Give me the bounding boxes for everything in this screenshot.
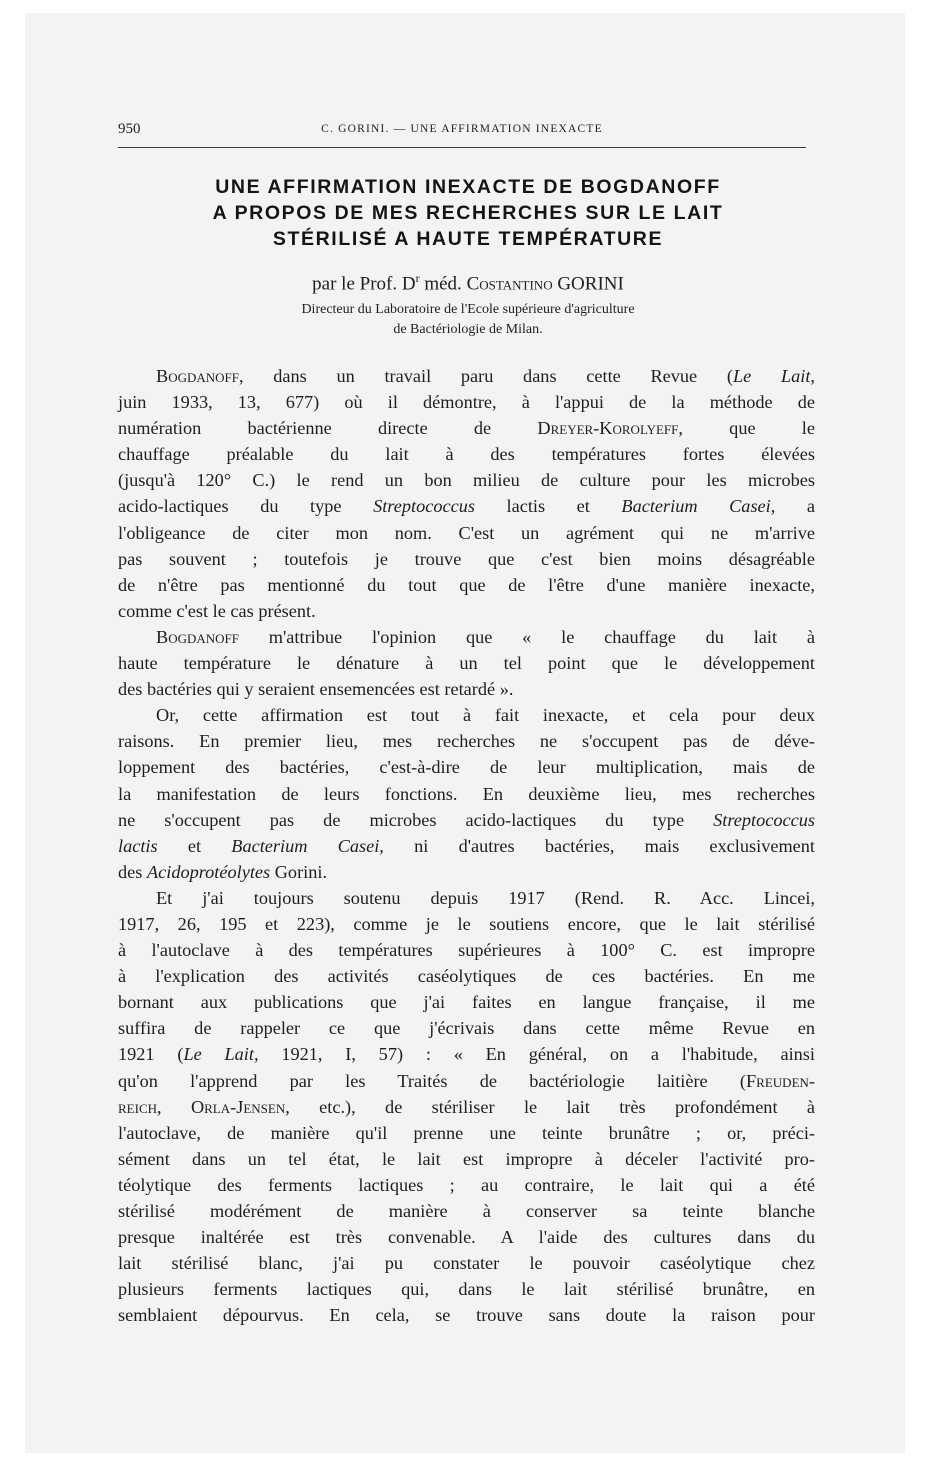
text-line [118, 702, 815, 728]
byline-middle: méd. [419, 273, 467, 295]
text-line [118, 1302, 815, 1328]
article-body [118, 363, 815, 1328]
text-run: semblaient dépourvus. En cela, se trouve sans doute la raison pour [118, 1305, 815, 1326]
text-run: des bactéries qui y seraient ensemencées est retardé ». [118, 679, 514, 700]
small-caps-name: Orla-Jensen [190, 1096, 286, 1117]
text-line [118, 546, 815, 572]
text-run: ni d'autres bactéries, mais exclusivement [383, 835, 816, 856]
text-line [118, 1172, 815, 1198]
italic-text: Streptococcus [713, 809, 815, 830]
text-run: pas souvent ; toutefois je trouve que c'est bien moins désagréable [118, 548, 815, 569]
italic-text: Bacterium Casei, [621, 496, 776, 517]
text-line [118, 1198, 815, 1224]
text-line [118, 859, 815, 885]
text-run: qu'on l'apprend par les Traités de bactériologie laitière ( [118, 1070, 747, 1091]
text-line [118, 728, 815, 754]
text-run: 1921, I, 57) : « En général, on a l'habitude, ainsi [258, 1044, 815, 1065]
text-run: plusieurs ferments lactiques qui, dans le lait stérilisé brunâtre, en [118, 1279, 815, 1300]
text-run: l'obligeance de citer mon nom. C'est un agrément qui ne m'arrive [118, 522, 815, 543]
byline-prefix: par le Prof. D [312, 273, 416, 295]
text-line [118, 441, 815, 467]
text-run: à l'autoclave à des températures supérieures à 100° C. est impropre [118, 940, 815, 961]
text-run: comme c'est le cas présent. [118, 600, 316, 621]
article-title [118, 174, 818, 252]
text-run: des [118, 861, 147, 882]
page-header [118, 119, 806, 148]
italic-text: Acidoprotéolytes [146, 861, 271, 882]
text-run: suffira de rappeler ce que j'écrivais dans cette même Revue en [118, 1018, 815, 1039]
text-run: Gorini. [270, 861, 328, 882]
text-line [118, 911, 815, 937]
text-run: m'attribue l'opinion que « le chauffage du lait à [238, 626, 815, 647]
text-line [118, 598, 815, 624]
text-run: , dans un travail paru dans cette Revue ( [238, 366, 733, 386]
text-run: , etc.), de stériliser le lait très profondément à [285, 1096, 815, 1117]
text-run: (jusqu'à 120° C.) le rend un bon milieu de culture pour les microbes [118, 470, 815, 491]
author-first-name: Costantino [466, 273, 553, 295]
text-line [118, 520, 815, 546]
text-line [118, 1120, 815, 1146]
text-line [118, 1224, 815, 1250]
italic-text: Streptococcus [373, 496, 475, 517]
text-line [118, 1094, 815, 1120]
text-run: Or, cette affirmation est tout à fait inexacte, et cela pour deux [156, 705, 815, 726]
text-run: 1917, 26, 195 et 223), comme je le soutiens encore, que le lait stérilisé [118, 913, 815, 934]
byline-superscript: r [415, 271, 420, 285]
author-byline [118, 266, 818, 296]
text-line [118, 493, 815, 519]
text-run: , que le [678, 418, 815, 439]
text-run: la manifestation de leurs fonctions. En deuxième lieu, mes recherches [118, 783, 815, 804]
text-run: presque inaltérée est très convenable. A l'aide des cultures dans du [118, 1227, 815, 1248]
text-line [118, 1015, 815, 1041]
text-line [118, 1146, 815, 1172]
italic-text: lactis [118, 835, 158, 856]
text-line [118, 754, 815, 780]
text-run: 1921 ( [118, 1044, 184, 1065]
text-run: lait stérilisé blanc, j'ai pu constater le pouvoir caséolytique chez [118, 1253, 815, 1274]
text-run: haute température le dénature à un tel point que le développement [118, 653, 815, 674]
text-line [118, 650, 815, 676]
italic-text: Bacterium Casei, [231, 835, 384, 856]
small-caps-name: Freuden- [746, 1070, 815, 1091]
italic-text: Le Lait, [732, 366, 816, 386]
author-last-name: GORINI [552, 273, 624, 295]
text-line [118, 1068, 815, 1094]
italic-text: Le Lait, [183, 1044, 259, 1065]
page-number: 950 [118, 121, 141, 137]
text-line [118, 363, 815, 389]
text-run: l'autoclave, de manière qu'il prenne une teinte brunâtre ; or, préci- [118, 1122, 815, 1143]
title-line: UNE AFFIRMATION INEXACTE DE BOGDANOFF [215, 176, 721, 198]
affiliation-line: Directeur du Laboratoire de l'Ecole supérieure d'agriculture [301, 302, 635, 317]
text-run: Et j'ai toujours soutenu depuis 1917 (Rend. R. Acc. Lincei, [156, 887, 815, 908]
text-run: stérilisé modérément de manière à conserver sa teinte blanche [118, 1201, 815, 1221]
text-run: juin 1933, 13, 677) où il démontre, à l'appui de la méthode de [118, 392, 815, 413]
text-run: a [775, 496, 815, 517]
text-run: bornant aux publications que j'ai faites en langue française, il me [118, 992, 815, 1013]
text-line [118, 781, 815, 807]
running-head: C. GORINI. — UNE AFFIRMATION INEXACTE [321, 123, 603, 135]
text-run: et [157, 835, 232, 856]
text-line [118, 807, 815, 833]
text-run: , [157, 1096, 191, 1117]
small-caps-name: Bogdanoff [156, 626, 239, 647]
text-line [118, 676, 815, 702]
text-run: acido-lactiques du type [118, 496, 374, 517]
text-run: sément dans un tel état, le lait est impropre à déceler l'activité pro- [118, 1148, 815, 1169]
small-caps-name: Bogdanoff [156, 366, 239, 386]
text-line [118, 467, 815, 493]
text-line [118, 963, 815, 989]
text-line [118, 885, 815, 911]
title-line: A PROPOS DE MES RECHERCHES SUR LE LAIT [212, 202, 724, 224]
text-line [118, 572, 815, 598]
author-affiliation [118, 300, 818, 340]
text-run: chauffage préalable du lait à des températures fortes élevées [118, 444, 815, 465]
text-run: loppement des bactéries, c'est-à-dire de leur multiplication, mais de [118, 757, 815, 778]
text-run: lactis et [474, 496, 622, 517]
title-line: STÉRILISÉ A HAUTE TEMPÉRATURE [272, 228, 664, 250]
small-caps-name: reich [118, 1096, 157, 1117]
text-run: de n'être pas mentionné du tout que de l'être d'une manière inexacte, [118, 574, 815, 595]
text-line [118, 1250, 815, 1276]
small-caps-name: Dreyer-Korolyeff [537, 418, 679, 439]
text-line [118, 1041, 815, 1067]
text-run: numération bactérienne directe de [118, 418, 538, 439]
text-run: raisons. En premier lieu, mes recherches ne s'occupent pas de déve- [118, 731, 815, 752]
text-line [118, 937, 815, 963]
text-line [118, 1276, 815, 1302]
text-run: téolytique des ferments lactiques ; au contraire, le lait qui a été [118, 1174, 815, 1195]
text-line [118, 389, 815, 415]
text-run: à l'explication des activités caséolytiques de ces bactéries. En me [118, 966, 815, 987]
text-line [118, 624, 815, 650]
text-run: ne s'occupent pas de microbes acido-lactiques du type [118, 809, 714, 830]
affiliation-line: de Bactériologie de Milan. [393, 322, 543, 337]
text-line [118, 833, 815, 859]
text-line [118, 989, 815, 1015]
text-line [118, 415, 815, 441]
